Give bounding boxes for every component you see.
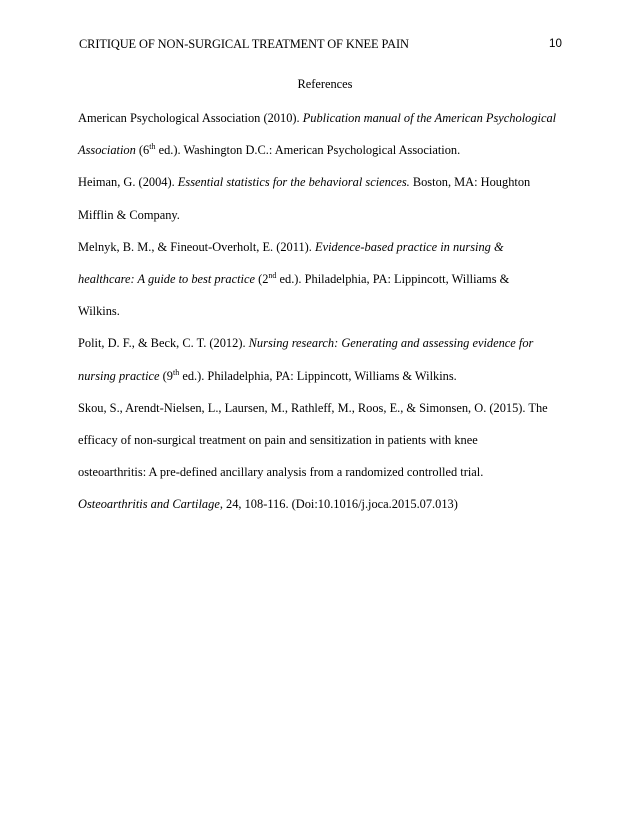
reference-entry: [78, 231, 564, 328]
reference-text: (6: [135, 143, 150, 158]
running-head: CRITIQUE OF NON-SURGICAL TREATMENT OF KNEE PAIN: [79, 37, 409, 51]
reference-line: [78, 424, 564, 456]
reference-text: ed.). Washington D.C.: American Psychological Association.: [155, 143, 461, 158]
reference-line: [78, 360, 564, 392]
reference-entry: [78, 102, 564, 166]
reference-text: (9: [159, 368, 173, 383]
italic-text: Association: [78, 143, 136, 158]
reference-line: [78, 166, 564, 198]
reference-text: Boston, MA: Houghton: [409, 175, 531, 190]
ordinal-suffix: th: [172, 367, 180, 377]
reference-line: [78, 295, 564, 327]
reference-line: [78, 392, 564, 424]
reference-line: [78, 456, 564, 488]
reference-entry: [78, 392, 564, 521]
reference-text: Polit, D. F., & Beck, C. T. (2012).: [78, 336, 249, 351]
reference-text: , 24, 108-116. (Doi:10.1016/j.joca.2015.07.013): [219, 497, 458, 512]
reference-text: Mifflin & Company.: [78, 207, 180, 222]
reference-text: ed.). Philadelphia, PA: Lippincott, Williams & Wilkins.: [179, 368, 457, 383]
italic-text: healthcare: A guide to best practice: [78, 272, 255, 287]
reference-list: [78, 102, 564, 521]
references-heading: References: [297, 77, 353, 91]
reference-text: Skou, S., Arendt-Nielsen, L., Laursen, M., Rathleff, M., Roos, E., & Simonsen, O. (2015). The: [78, 400, 548, 415]
reference-line: [78, 102, 564, 134]
reference-text: Heiman, G. (2004).: [78, 175, 178, 190]
ordinal-suffix: nd: [268, 271, 277, 281]
reference-text: American Psychological Association (2010).: [78, 111, 303, 125]
reference-line: [78, 327, 564, 359]
reference-text: efficacy of non-surgical treatment on pain and sensitization in patients with knee: [78, 433, 478, 448]
reference-line: [78, 488, 564, 520]
reference-entry: [78, 327, 564, 391]
italic-text: Essential statistics for the behavioral sciences.: [177, 175, 410, 190]
italic-text: Publication manual of the American Psychological: [302, 111, 557, 125]
reference-text: ed.). Philadelphia, PA: Lippincott, Williams &: [276, 272, 510, 287]
italic-text: Osteoarthritis and Cartilage: [78, 497, 220, 512]
reference-text: osteoarthritis: A pre-defined ancillary analysis from a randomized controlled trial.: [78, 465, 484, 480]
italic-text: Nursing research: Generating and assessing evidence for: [248, 336, 534, 351]
ordinal-suffix: th: [149, 142, 156, 152]
reference-text: (2: [254, 272, 269, 287]
reference-line: [78, 134, 564, 166]
reference-text: Melnyk, B. M., & Fineout-Overholt, E. (2011).: [78, 239, 316, 254]
page-number: 10: [549, 37, 562, 50]
reference-line: [78, 199, 564, 231]
reference-entry: [78, 166, 564, 230]
italic-text: nursing practice: [78, 368, 160, 383]
italic-text: Evidence-based practice in nursing &: [315, 239, 504, 254]
reference-line: [78, 231, 564, 263]
reference-line: [78, 263, 564, 295]
reference-text: Wilkins.: [78, 304, 120, 319]
